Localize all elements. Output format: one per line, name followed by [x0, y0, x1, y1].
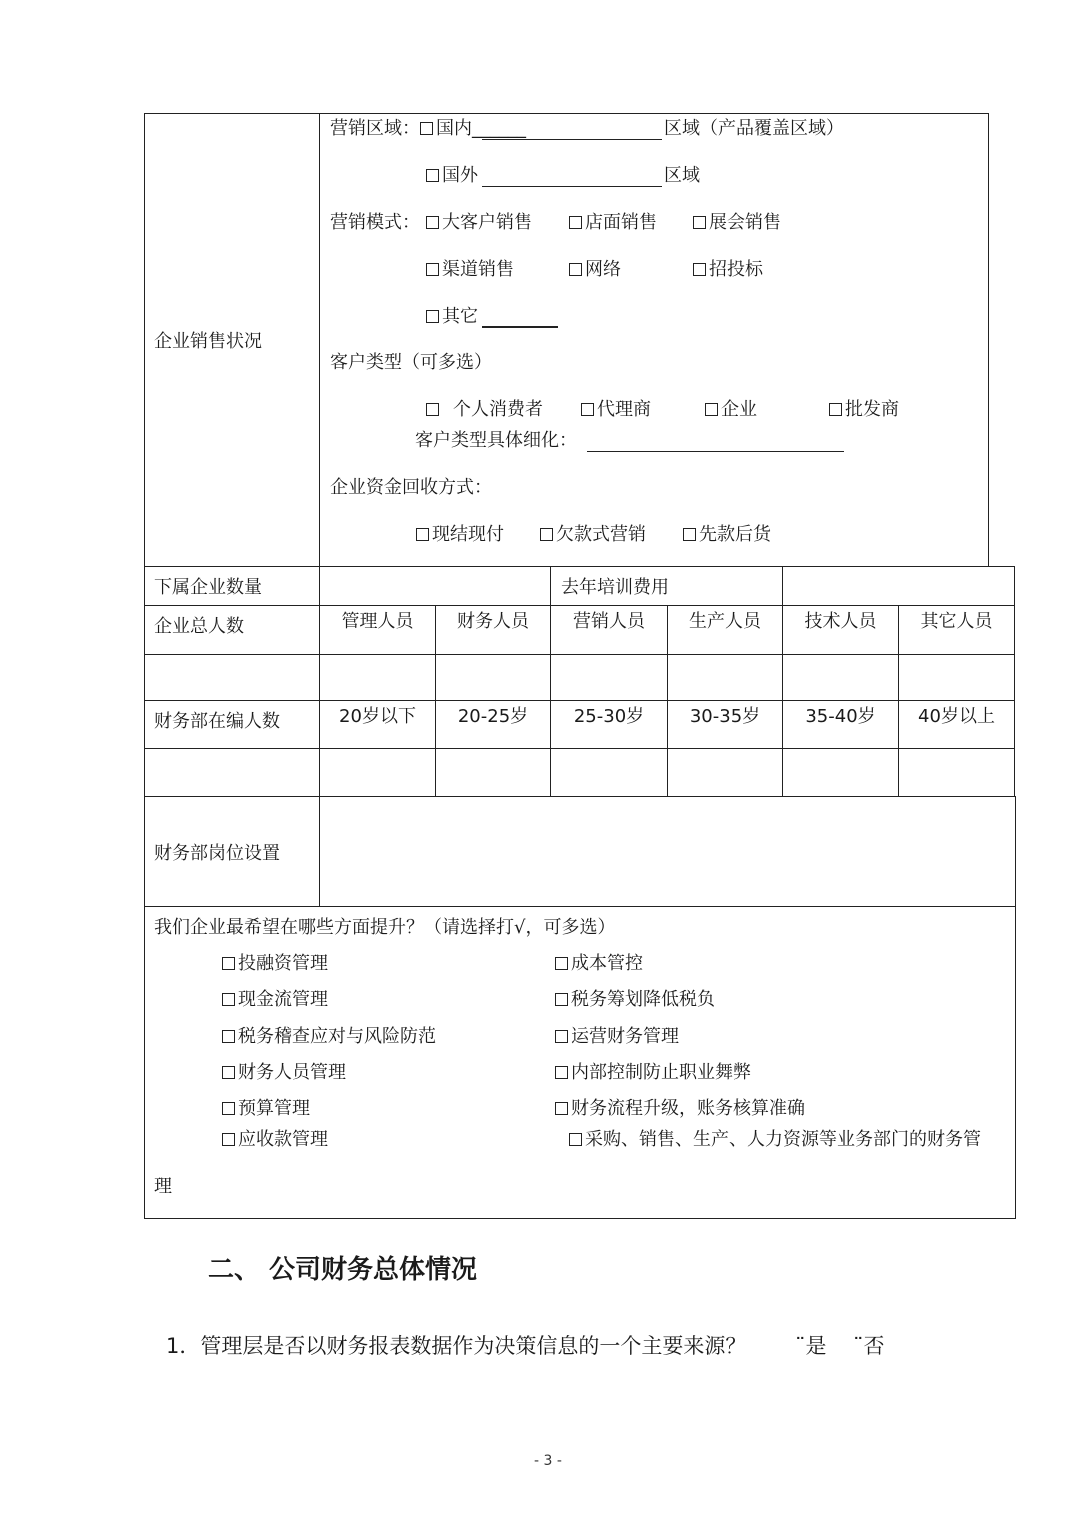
payment-option[interactable]: 先款后货: [683, 524, 771, 546]
improve-option[interactable]: 预算管理: [222, 1098, 310, 1120]
staff-category-header: 管理人员: [341, 611, 414, 632]
training-fee-input[interactable]: [784, 568, 1012, 604]
checkbox-icon: [705, 403, 718, 416]
overseas-checkbox[interactable]: [426, 169, 439, 182]
improve-option[interactable]: 财务人员管理: [222, 1062, 346, 1084]
checkbox-icon: [222, 1102, 235, 1115]
age-group-header: 35-40岁: [805, 706, 876, 727]
customer-detail-label: 客户类型具体细化：: [415, 430, 577, 451]
overseas-underline[interactable]: [482, 186, 662, 187]
staff-category-header: 技术人员: [804, 611, 877, 632]
checkbox-icon: [426, 216, 439, 229]
domestic-checkbox[interactable]: [420, 122, 433, 135]
checkbox-icon: [555, 1102, 568, 1115]
checkbox-icon: [222, 957, 235, 970]
region-label: 营销区域：: [330, 118, 420, 139]
total-staff-label: 企业总人数: [154, 616, 244, 637]
improve-wrap-tail: 理: [154, 1176, 172, 1197]
domestic-underline[interactable]: [482, 139, 662, 140]
checkbox-icon: [683, 528, 696, 541]
question-1: 1．管理层是否以财务报表数据作为决策信息的一个主要来源？: [166, 1334, 747, 1358]
mode-option[interactable]: 其它: [426, 306, 478, 328]
page-number: - 3 -: [534, 1453, 562, 1469]
staff-category-header: 其它人员: [920, 611, 993, 632]
checkbox-icon: [569, 263, 582, 276]
checkbox-icon: [569, 1133, 582, 1146]
positions-input[interactable]: [321, 798, 1013, 904]
improve-option[interactable]: 投融资管理: [222, 953, 328, 975]
checkbox-icon: [581, 403, 594, 416]
age-group-header: 25-30岁: [573, 706, 645, 727]
section-heading: 二、 公司财务总体情况: [208, 1255, 478, 1285]
checkbox-icon: [222, 1030, 235, 1043]
staff-category-header: 营销人员: [573, 611, 645, 632]
payment-option[interactable]: 欠款式营销: [540, 524, 646, 546]
mode-option[interactable]: 大客户销售: [426, 212, 532, 234]
mode-option[interactable]: 网络: [569, 259, 621, 281]
improve-option[interactable]: 税务筹划降低税负: [555, 989, 715, 1011]
answer-yes[interactable]: ¨是: [795, 1334, 827, 1358]
subsidiaries-input[interactable]: [321, 568, 549, 604]
checkbox-icon: [222, 1066, 235, 1079]
mode-option[interactable]: 店面销售: [569, 212, 657, 234]
checkbox-icon: [222, 1133, 235, 1146]
training-fee-label: 去年培训费用: [561, 577, 669, 598]
domestic-blank: ______: [472, 118, 526, 139]
region-row: [330, 118, 526, 140]
overseas-label: 国外: [442, 165, 478, 186]
customer-label: 客户类型（可多选）: [330, 352, 492, 373]
checkbox-icon: [555, 1030, 568, 1043]
checkbox-icon: [426, 263, 439, 276]
mode-option[interactable]: 招投标: [693, 259, 763, 281]
checkbox-icon: [693, 216, 706, 229]
positions-label: 财务部岗位设置: [154, 843, 280, 864]
checkbox-icon: [693, 263, 706, 276]
age-group-header: 20岁以下: [339, 706, 416, 727]
age-group-header: 30-35岁: [689, 706, 761, 727]
improve-option[interactable]: 采购、销售、生产、人力资源等业务部门的财务管: [569, 1129, 981, 1151]
mode-label: 营销模式：: [330, 212, 420, 233]
customer-option[interactable]: 代理商: [581, 399, 651, 421]
checkbox-icon: [555, 957, 568, 970]
customer-option[interactable]: 批发商: [829, 399, 899, 421]
staff-category-header: 财务人员: [457, 611, 529, 632]
improve-option[interactable]: 财务流程升级，账务核算准确: [555, 1098, 805, 1120]
payment-option[interactable]: 现结现付: [416, 524, 504, 546]
checkbox-icon: [540, 528, 553, 541]
improve-question: 我们企业最希望在哪些方面提升？（请选择打√，可多选）: [154, 917, 616, 938]
checkbox-icon: [416, 528, 429, 541]
answer-no[interactable]: ¨否: [853, 1334, 885, 1358]
improve-option[interactable]: 应收款管理: [222, 1129, 328, 1151]
domestic-label: 国内: [436, 118, 472, 139]
other-underline[interactable]: [482, 326, 558, 328]
subsidiaries-label: 下属企业数量: [154, 577, 262, 598]
overseas-suffix: 区域: [664, 165, 700, 186]
improve-option[interactable]: 成本管控: [555, 953, 643, 975]
staff-category-header: 生产人员: [689, 611, 761, 632]
checkbox-icon: [426, 403, 439, 416]
customer-detail-underline[interactable]: [587, 451, 844, 452]
checkbox-icon: [426, 310, 439, 323]
mode-option[interactable]: 渠道销售: [426, 259, 514, 281]
overseas-row: [426, 165, 478, 187]
age-group-header: 20-25岁: [457, 706, 529, 727]
payment-label: 企业资金回收方式：: [330, 477, 492, 498]
checkbox-icon: [569, 216, 582, 229]
improve-option[interactable]: 运营财务管理: [555, 1026, 679, 1048]
customer-option[interactable]: 个人消费者: [426, 399, 543, 421]
sales-label: 企业销售状况: [154, 331, 262, 352]
checkbox-icon: [829, 403, 842, 416]
improve-option[interactable]: 现金流管理: [222, 989, 328, 1011]
region-suffix: 区域（产品覆盖区域）: [664, 118, 844, 139]
finance-staff-label: 财务部在编人数: [154, 711, 280, 732]
checkbox-icon: [555, 993, 568, 1006]
age-group-header: 40岁以上: [918, 706, 995, 727]
improve-option[interactable]: 税务稽查应对与风险防范: [222, 1026, 436, 1048]
improve-option[interactable]: 内部控制防止职业舞弊: [555, 1062, 751, 1084]
mode-option[interactable]: 展会销售: [693, 212, 781, 234]
customer-option[interactable]: 企业: [705, 399, 757, 421]
checkbox-icon: [222, 993, 235, 1006]
checkbox-icon: [555, 1066, 568, 1079]
